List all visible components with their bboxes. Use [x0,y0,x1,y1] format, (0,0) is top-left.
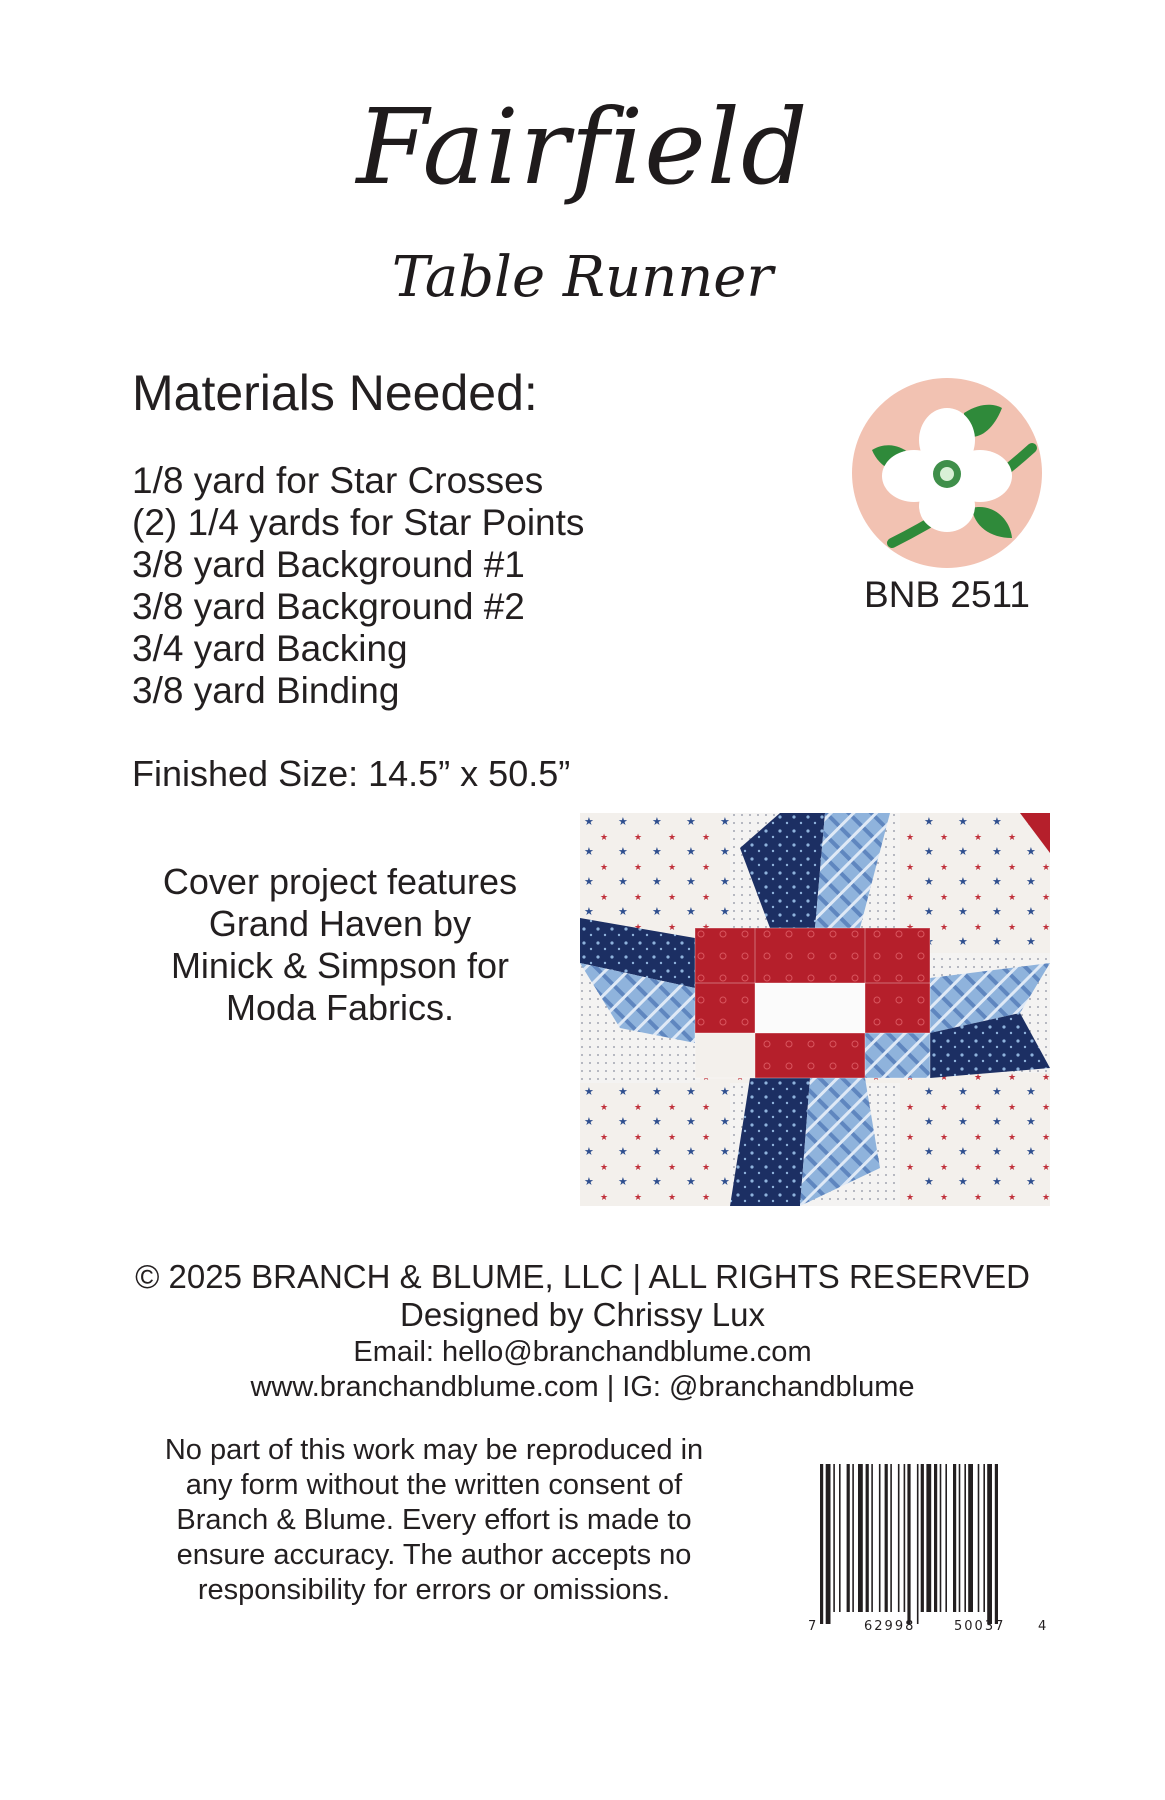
barcode-bar [917,1464,919,1624]
barcode-bar [978,1464,980,1612]
barcode-bar [987,1464,992,1624]
cover-line: Grand Haven by [208,903,472,944]
materials-item: 1/8 yard for Star Crosses [132,460,544,501]
disclaimer-line: responsibility for errors or omissions. [197,1574,671,1606]
barcode-bar [959,1464,961,1612]
contact-web: www.branchandblume.com | IG: @branchandblume [250,1371,915,1403]
barcode-bar [964,1464,966,1612]
pattern-subtitle: Table Runner [391,245,774,310]
cover-description [135,861,545,1029]
barcode-bar [879,1464,881,1612]
barcode-bar [858,1464,863,1612]
disclaimer-line: Branch & Blume. Every effort is made to [176,1504,692,1536]
pattern-code: BNB 2511 [864,574,1030,615]
barcode-bar [953,1464,956,1612]
materials-list [132,460,584,712]
barcode-digit-right: 4 [1038,1619,1047,1634]
quilt-block-photo [580,813,1050,1206]
cover-line: Cover project features [162,861,518,902]
copyright-notice: © 2025 BRANCH & BLUME, LLC | ALL RIGHTS RESERVED [135,1258,1030,1295]
barcode-bar [839,1464,841,1612]
barcode-bar [995,1464,998,1624]
barcode-bar [940,1464,942,1612]
materials-heading: Materials Needed: [132,365,538,421]
barcode-bars [820,1464,998,1624]
disclaimer-line: No part of this work may be reproduced in [164,1434,704,1466]
barcode-bar [907,1464,910,1624]
contact-email: Email: hello@branchandblume.com [353,1336,812,1368]
disclaimer-line: ensure accuracy. The author accepts no [176,1539,692,1571]
barcode-bar [945,1464,947,1612]
barcode [806,1464,1050,1636]
finished-size: Finished Size: 14.5” x 50.5” [132,753,571,794]
barcode-digits-group2: 50037 [954,1619,1006,1634]
barcode-bar [871,1464,873,1612]
cover-line: Minick & Simpson for [170,945,510,986]
materials-item: 3/8 yard Background #2 [132,586,525,627]
barcode-bar [921,1464,924,1612]
materials-item: 3/8 yard Binding [132,670,400,711]
materials-item: 3/8 yard Background #1 [132,544,525,585]
pattern-title: Fairfield [356,86,809,208]
barcode-bar [833,1464,835,1612]
barcode-bar [890,1464,892,1612]
barcode-digits-group1: 62998 [864,1619,916,1634]
barcode-bar [983,1464,985,1612]
designer-credit: Designed by Chrissy Lux [400,1296,765,1333]
barcode-bar [934,1464,937,1612]
barcode-bar [852,1464,854,1612]
barcode-bar [968,1464,973,1612]
materials-item: (2) 1/4 yards for Star Points [132,502,585,543]
disclaimer-line: any form without the written consent of [185,1469,683,1501]
disclaimer [128,1433,740,1608]
barcode-bar [826,1464,831,1624]
barcode-bar [866,1464,869,1612]
cover-line: Moda Fabrics. [225,987,455,1028]
barcode-bar [820,1464,823,1624]
materials-item: 3/4 yard Backing [132,628,408,669]
barcode-bar [898,1464,900,1612]
barcode-bar [847,1464,850,1612]
barcode-bar [926,1464,931,1612]
barcode-bar [885,1464,888,1612]
barcode-digit-left: 7 [808,1619,817,1634]
dogwood-flower-icon [852,378,1042,568]
barcode-bar [904,1464,906,1612]
